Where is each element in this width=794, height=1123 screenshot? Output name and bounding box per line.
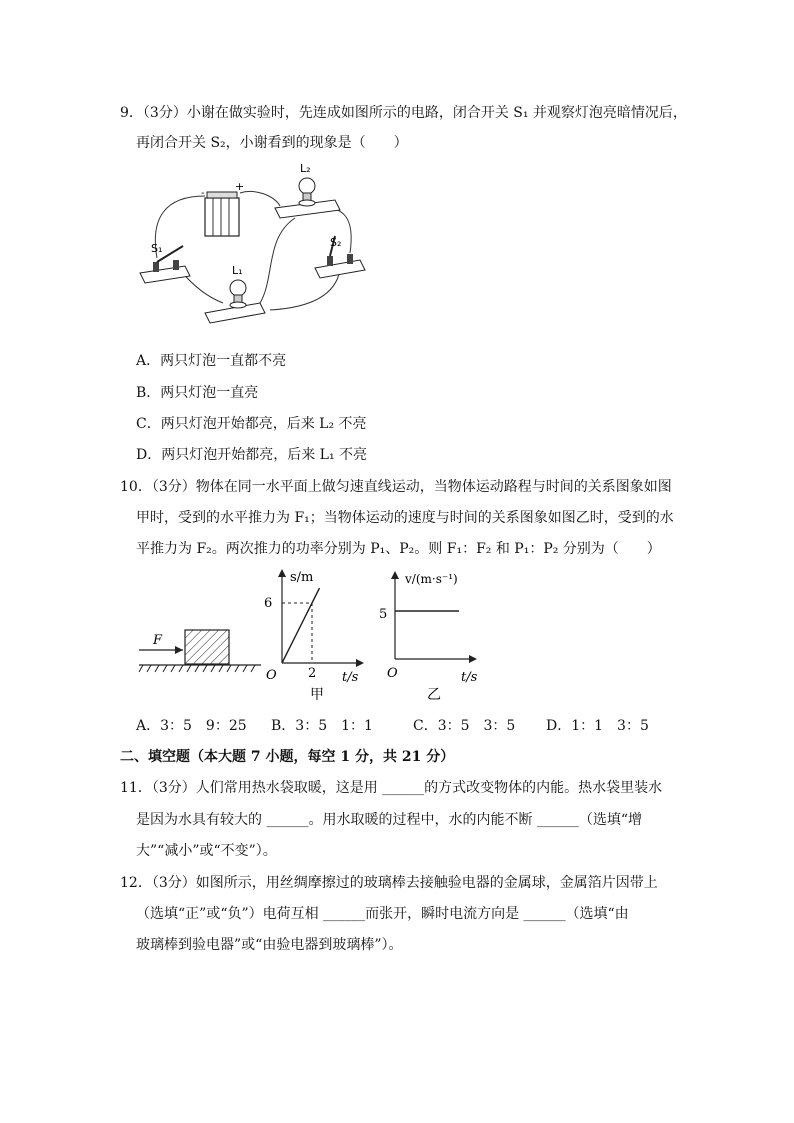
chart-jia-origin: O: [266, 668, 277, 683]
chart-jia-ylabel: s/m: [290, 570, 314, 585]
q10-option-c[interactable]: C．3：5 3：5: [413, 718, 516, 734]
q10-line2: 甲时，受到的水平推力为 F₁；当物体运动的速度与时间的关系图象如图乙时，受到的水: [136, 510, 674, 526]
force-label: F: [153, 633, 163, 648]
q10-option-b[interactable]: B．3：5 1：1: [271, 718, 373, 734]
l2-label: L₂: [300, 162, 311, 175]
chart-yi-ylabel: v/(m·s⁻¹): [405, 572, 458, 586]
chart-jia-series-line: [282, 588, 320, 663]
s2-label: S₂: [330, 236, 342, 249]
q10-line1: 10．（3分）物体在同一水平面上做匀速直线运动，当物体运动路程与时间的关系图象如图: [120, 479, 672, 495]
q10-option-a[interactable]: A．3：5 9：25: [136, 718, 247, 734]
q9-line2: 再闭合开关 S₂，小谢看到的现象是（ ）: [136, 135, 408, 151]
chart-jia-y-tick: 6: [264, 596, 273, 611]
section-2-heading: 二、填空题（本大题 7 小题，每空 1 分，共 21 分）: [120, 749, 455, 765]
s1-label: S₁: [151, 242, 163, 255]
q10-line3: 平推力为 F₂。两次推力的功率分别为 P₁、P₂。则 F₁：F₂ 和 P₁：P₂ 分别为（ ）: [136, 541, 661, 557]
q9-line1: 9．（3分）小谢在做实验时，先连成如图所示的电路，闭合开关 S₁ 并观察灯泡亮暗情况后，: [120, 105, 687, 121]
chart-yi-xlabel: t/s: [461, 670, 478, 685]
q12-line1: 12．（3分）如图所示，用丝绸摩擦过的玻璃棒去接触验电器的金属球，金属箔片因带上: [120, 875, 658, 891]
q11-line1: 11．（3分）人们常用热水袋取暖，这是用 ______的方式改变物体的内能。热水袋里装水: [120, 780, 663, 796]
battery-plus: +: [235, 180, 245, 193]
q9-option-a[interactable]: A．两只灯泡一直都不亮: [136, 353, 287, 369]
chart-jia-xlabel: t/s: [342, 670, 359, 685]
q12-line3: 玻璃棒到验电器”或“由验电器到玻璃棒”）。: [136, 937, 403, 953]
chart-yi-v-t: [375, 565, 495, 705]
chart-jia-caption: 甲: [310, 687, 324, 703]
chart-jia-s-t: [262, 565, 372, 705]
block-force-figure: [135, 620, 265, 680]
l1-label: L₁: [232, 264, 243, 277]
chart-yi-caption: 乙: [427, 687, 441, 703]
chart-jia-x-tick: 2: [308, 666, 317, 681]
q11-line2: 是因为水具有较大的 ______。用水取暖的过程中，水的内能不断 ______（选填“增: [136, 812, 643, 828]
q9-option-d[interactable]: D．两只灯泡开始都亮，后来 L₁ 不亮: [136, 447, 368, 463]
q9-option-c[interactable]: C．两只灯泡开始都亮，后来 L₂ 不亮: [136, 416, 367, 432]
circuit-diagram: [135, 158, 375, 328]
battery-minus: -: [201, 188, 205, 199]
q12-line2: （选填“正”或“负”）电荷互相 ______而张开，瞬时电流方向是 ______（选填“由: [136, 906, 629, 922]
chart-yi-origin: O: [387, 666, 398, 681]
q11-line3: 大”“减小”或“不变”）。: [136, 843, 277, 859]
q9-option-b[interactable]: B．两只灯泡一直亮: [136, 385, 259, 401]
q10-option-d[interactable]: D．1：1 3：5: [546, 718, 649, 734]
chart-yi-y-tick: 5: [379, 607, 388, 622]
